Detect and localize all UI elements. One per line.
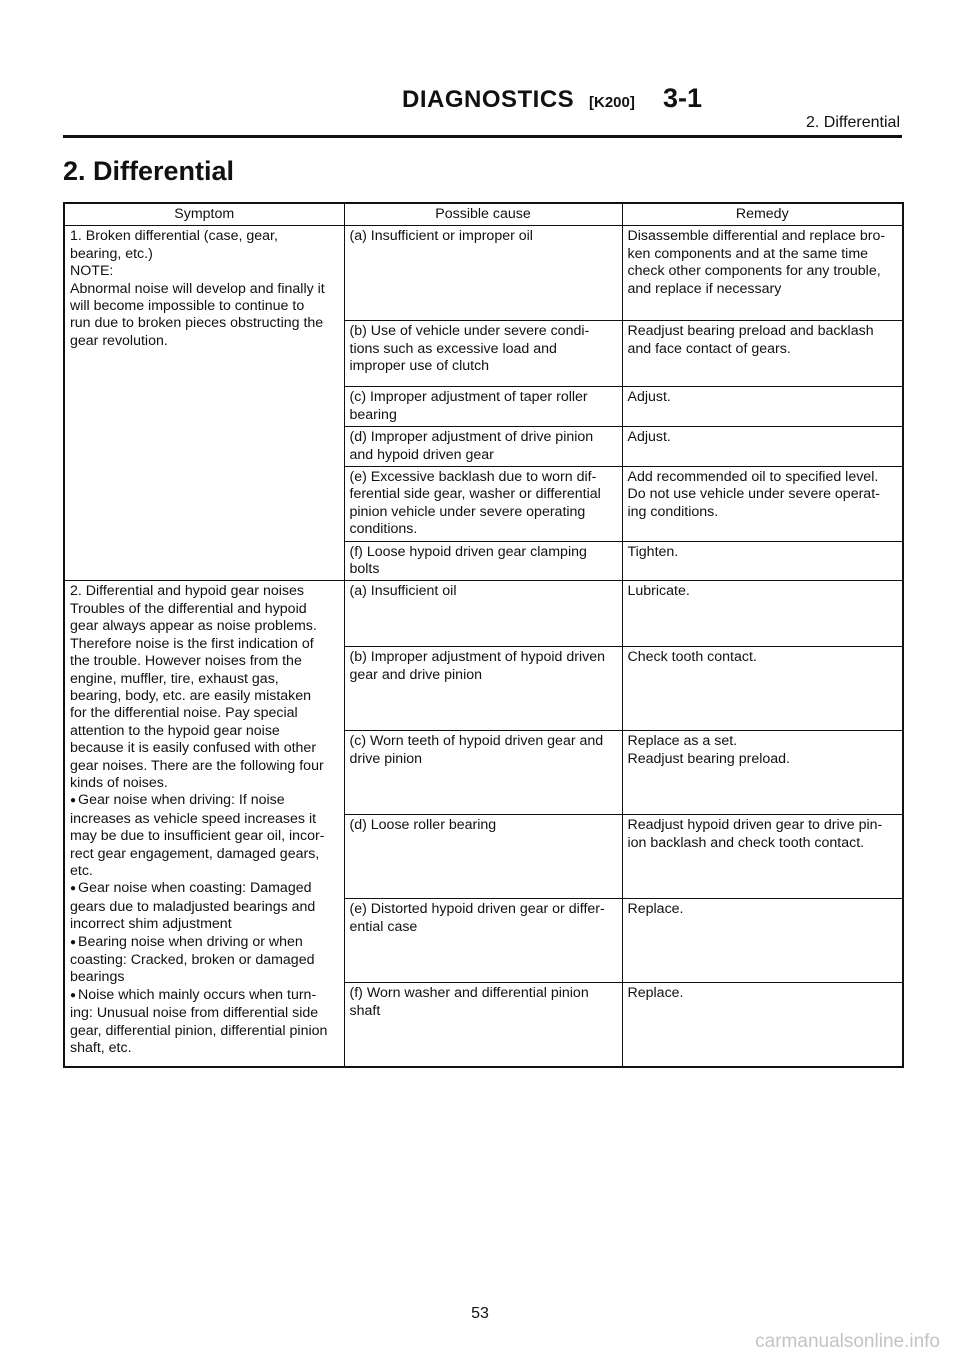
cause-line: (e) Excessive backlash due to worn dif- — [349, 469, 597, 486]
symptom-line: 1. Broken differential (case, gear, — [70, 228, 278, 245]
cause-line: (e) Distorted hypoid driven gear or differ- — [349, 901, 605, 918]
cause-line: tions such as excessive load and — [349, 340, 557, 357]
cause-line: shaft — [349, 1002, 381, 1019]
symptom-line: etc. — [70, 862, 93, 879]
symptom-line: Troubles of the differential and hypoid — [70, 600, 307, 617]
remedy-line: Tighten. — [627, 543, 679, 560]
header-code: [K200] — [589, 94, 635, 111]
cause-line: (b) Improper adjustment of hypoid driven — [349, 649, 605, 666]
cause-line: bolts — [349, 561, 380, 578]
cause-line: (a) Insufficient oil — [349, 583, 457, 600]
remedy-cell — [622, 226, 903, 321]
symptom-line: Therefore noise is the first indication of — [70, 635, 314, 652]
symptom-line: because it is easily confused with other — [70, 740, 317, 757]
table-body — [64, 226, 903, 1067]
remedy-line: Adjust. — [627, 389, 671, 406]
cause-cell — [344, 815, 622, 899]
table-header-row — [64, 203, 903, 226]
cause-cell — [344, 899, 622, 983]
cause-line: ferential side gear, washer or differential — [349, 486, 601, 503]
remedy-line: ing conditions. — [627, 503, 719, 520]
watermark: carmanualsonline.info — [755, 1331, 940, 1352]
page-number: 53 — [471, 1305, 489, 1322]
column-header-symptom: Symptom — [174, 206, 235, 222]
symptom-line: 2. Differential and hypoid gear noises — [70, 583, 304, 600]
symptom-line: the trouble. However noises from the — [70, 653, 302, 670]
remedy-cell — [622, 427, 903, 467]
table-header — [64, 203, 903, 226]
cause-cell — [344, 647, 622, 731]
cause-line: bearing — [349, 406, 397, 423]
remedy-line: Check tooth contact. — [627, 649, 757, 666]
remedy-line: Lubricate. — [627, 583, 690, 600]
remedy-line: Readjust bearing preload and backlash — [627, 323, 874, 340]
cause-line: pinion vehicle under severe operating — [349, 503, 586, 520]
cause-cell — [344, 427, 622, 467]
symptom-line: gear, differential pinion, differential pinion — [70, 1022, 328, 1039]
symptom-line: may be due to insufficient gear oil, incor- — [70, 828, 325, 845]
cause-line: (c) Worn teeth of hypoid driven gear and — [349, 733, 604, 750]
symptom-line: gears due to maladjusted bearings and — [70, 898, 316, 915]
cause-line: conditions. — [349, 521, 418, 538]
symptom-line: rect gear engagement, damaged gears, — [70, 845, 320, 862]
remedy-line: Replace as a set. — [627, 733, 738, 750]
symptom-line: NOTE: — [70, 263, 114, 280]
symptom-line: bearing, etc.) — [70, 245, 153, 262]
remedy-line: and replace if necessary — [627, 280, 782, 297]
symptom-line: ● Gear noise when driving: If noise — [70, 792, 339, 810]
cause-cell — [344, 387, 622, 427]
cause-cell — [344, 321, 622, 387]
cause-cell — [344, 467, 622, 542]
symptom-line: ● Bearing noise when driving or when — [70, 934, 339, 952]
cause-line: gear and drive pinion — [349, 666, 483, 683]
symptom-cell — [64, 581, 344, 1067]
remedy-cell — [622, 387, 903, 427]
remedy-cell — [622, 647, 903, 731]
cause-line: drive pinion — [349, 750, 423, 767]
symptom-line: bearing, body, etc. are easily mistaken — [70, 687, 312, 704]
symptom-line: bearings — [70, 969, 125, 986]
column-header-remedy: Remedy — [622, 203, 903, 226]
header-divider — [63, 135, 902, 138]
cause-line: and hypoid driven gear — [349, 446, 494, 463]
symptom-line: ● Noise which mainly occurs when turn- — [70, 987, 339, 1005]
symptom-line: incorrect shim adjustment — [70, 916, 232, 933]
cause-cell — [344, 226, 622, 321]
cause-line: (d) Improper adjustment of drive pinion — [349, 429, 594, 446]
symptom-line: coasting: Cracked, broken or damaged — [70, 952, 315, 968]
remedy-line: ken components and at the same time — [627, 245, 869, 262]
header-section-number: 3-1 — [663, 83, 703, 113]
remedy-line: Adjust. — [627, 429, 671, 446]
remedy-line: Replace. — [627, 985, 684, 1002]
remedy-line: Readjust bearing preload. — [627, 750, 790, 767]
cause-cell — [344, 581, 622, 647]
symptom-line: shaft, etc. — [70, 1040, 132, 1057]
symptom-line: run due to broken pieces obstructing the — [70, 315, 324, 332]
header-subtitle: 2. Differential — [806, 114, 900, 131]
cause-cell — [344, 541, 622, 581]
symptom-cell — [64, 226, 344, 581]
cause-cell — [344, 983, 622, 1067]
cause-line: (a) Insufficient or improper oil — [349, 228, 533, 245]
remedy-line: ion backlash and check tooth contact. — [627, 834, 865, 851]
symptom-line: gear always appear as noise problems. — [70, 618, 317, 635]
cause-cell — [344, 731, 622, 815]
remedy-cell — [622, 983, 903, 1067]
cause-line: (d) Loose roller bearing — [349, 817, 497, 834]
remedy-cell — [622, 321, 903, 387]
header-title: DIAGNOSTICS — [402, 86, 575, 113]
cause-line: (b) Use of vehicle under severe condi- — [349, 323, 590, 340]
symptom-line: engine, muffler, tire, exhaust gas, — [70, 670, 279, 687]
cause-line: ential case — [349, 918, 418, 935]
symptom-line: increases as vehicle speed increases it — [70, 810, 317, 827]
remedy-line: Replace. — [627, 901, 684, 918]
column-header-possible-cause: Possible cause — [344, 203, 622, 226]
symptom-line: for the differential noise. Pay special — [70, 705, 298, 722]
symptom-line: will become impossible to continue to — [70, 298, 305, 315]
table-row — [64, 226, 903, 321]
symptom-line: gear noises. There are the following four — [70, 757, 324, 774]
remedy-cell — [622, 467, 903, 542]
symptom-line: ing: Unusual noise from differential side — [70, 1005, 319, 1022]
cause-line: (c) Improper adjustment of taper roller — [349, 389, 588, 406]
table-row — [64, 581, 903, 647]
remedy-line: Do not use vehicle under severe operat- — [627, 486, 880, 503]
symptom-line: gear revolution. — [70, 332, 168, 349]
cause-line: (f) Worn washer and differential pinion — [349, 985, 589, 1002]
remedy-cell — [622, 815, 903, 899]
page-title: 2. Differential — [63, 156, 235, 186]
cause-line: (f) Loose hypoid driven gear clamping — [349, 543, 587, 560]
symptom-line: kinds of noises. — [70, 774, 168, 791]
remedy-cell — [622, 541, 903, 581]
remedy-line: Readjust hypoid driven gear to drive pin- — [627, 817, 883, 834]
remedy-line: and face contact of gears. — [627, 340, 791, 357]
remedy-cell — [622, 731, 903, 815]
cause-line: improper use of clutch — [349, 358, 490, 375]
remedy-line: Add recommended oil to specified level. — [627, 469, 879, 486]
remedy-line: Disassemble differential and replace bro- — [627, 228, 886, 245]
diagnostics-table — [63, 202, 904, 1068]
symptom-line: ● Gear noise when coasting: Damaged — [70, 880, 339, 898]
remedy-cell — [622, 899, 903, 983]
remedy-cell — [622, 581, 903, 647]
symptom-line: attention to the hypoid gear noise — [70, 722, 280, 739]
remedy-line: check other components for any trouble, — [627, 263, 881, 280]
symptom-line: Abnormal noise will develop and finally it — [70, 280, 325, 297]
